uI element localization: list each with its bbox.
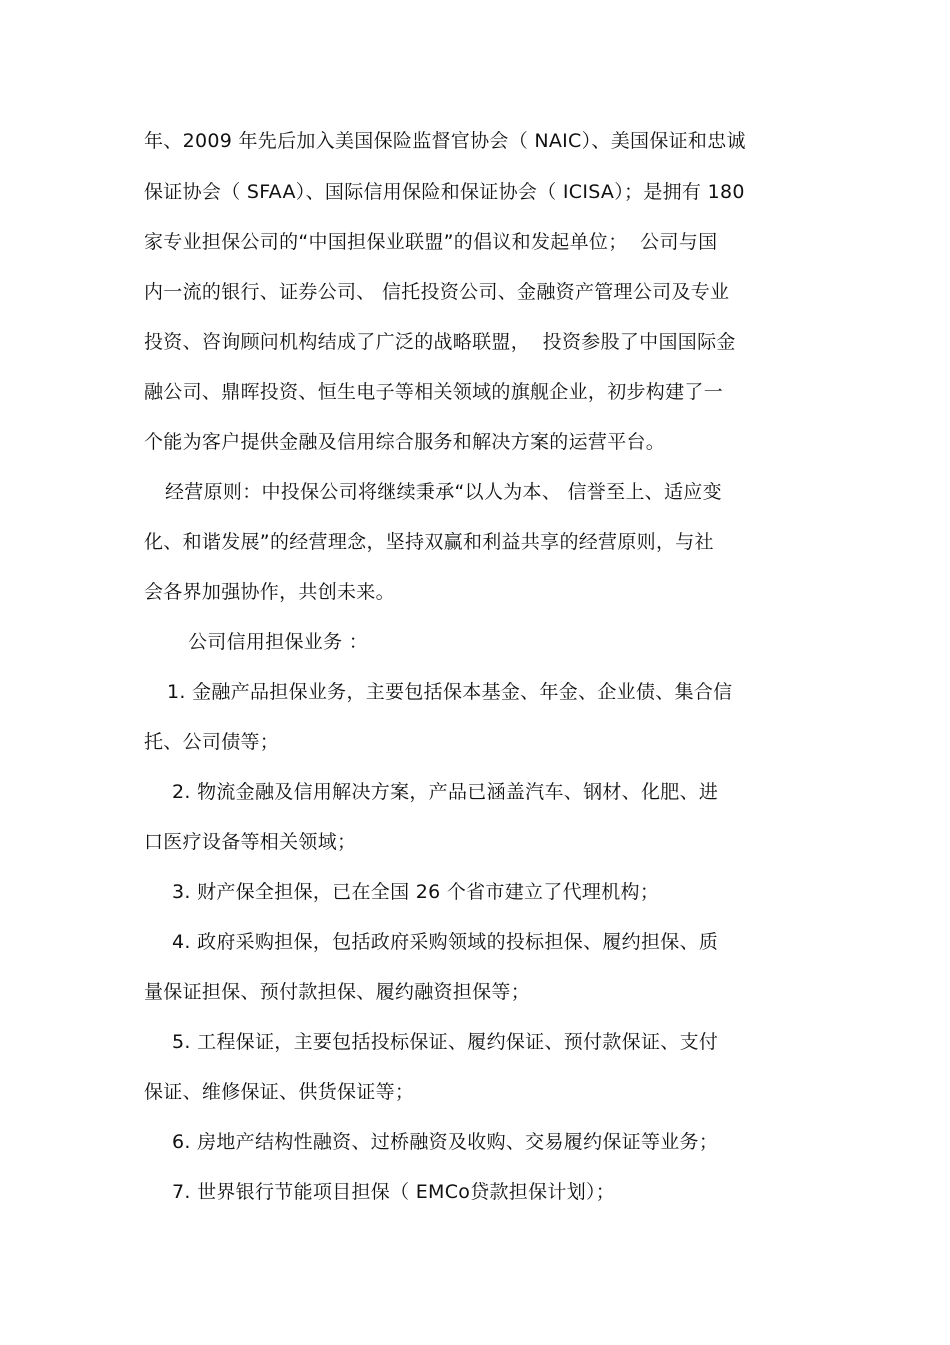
list-item: 1. 金融产品担保业务，主要包括保本基金、年金、企业债、集合信 — [167, 681, 733, 703]
list-item: 4. 政府采购担保，包括政府采购领域的投标担保、履约担保、质 — [172, 931, 719, 953]
text-line: 个能为客户提供金融及信用综合服务和解决方案的运营平台。 — [144, 431, 666, 453]
text-line: 内一流的银行、证券公司、 信托投资公司、金融资产管理公司及专业 — [144, 281, 730, 303]
text-line: 托、公司债等； — [144, 731, 280, 753]
text-line: 保证协会（ SFAA）、国际信用保险和保证协会（ ICISA）；是拥有 180 — [144, 181, 745, 203]
text-line: 化、和谐发展”的经营理念，坚持双赢和利益共享的经营原则，与社 — [144, 531, 714, 553]
text-line: 家专业担保公司的“中国担保业联盟”的倡议和发起单位； 公司与国 — [144, 231, 718, 253]
text-line: 会各界加强协作，共创未来。 — [144, 581, 395, 603]
list-item: 7. 世界银行节能项目担保（ EMCo贷款担保计划）； — [172, 1181, 616, 1203]
text-line: 投资、咨询顾问机构结成了广泛的战略联盟， 投资参股了中国国际金 — [144, 331, 736, 353]
text-line: 口医疗设备等相关领域； — [144, 831, 357, 853]
list-item: 2. 物流金融及信用解决方案，产品已涵盖汽车、钢材、化肥、进 — [172, 781, 719, 803]
list-item: 5. 工程保证，主要包括投标保证、履约保证、预付款保证、支付 — [172, 1031, 719, 1053]
list-item: 6. 房地产结构性融资、过桥融资及收购、交易履约保证等业务； — [172, 1131, 719, 1153]
text-line: 量保证担保、预付款担保、履约融资担保等； — [144, 981, 531, 1003]
text-line: 年、2009 年先后加入美国保险监督官协会（ NAIC）、美国保证和忠诚 — [144, 130, 746, 152]
section-heading: 公司信用担保业务 ： — [188, 631, 369, 653]
text-line: 经营原则：中投保公司将继续秉承“以人为本、 信誉至上、适应变 — [165, 481, 722, 503]
text-line: 融公司、鼎晖投资、恒生电子等相关领域的旗舰企业，初步构建了一 — [144, 381, 724, 403]
list-item: 3. 财产保全担保，已在全国 26 个省市建立了代理机构； — [172, 881, 660, 903]
text-line: 保证、维修保证、供货保证等； — [144, 1081, 415, 1103]
